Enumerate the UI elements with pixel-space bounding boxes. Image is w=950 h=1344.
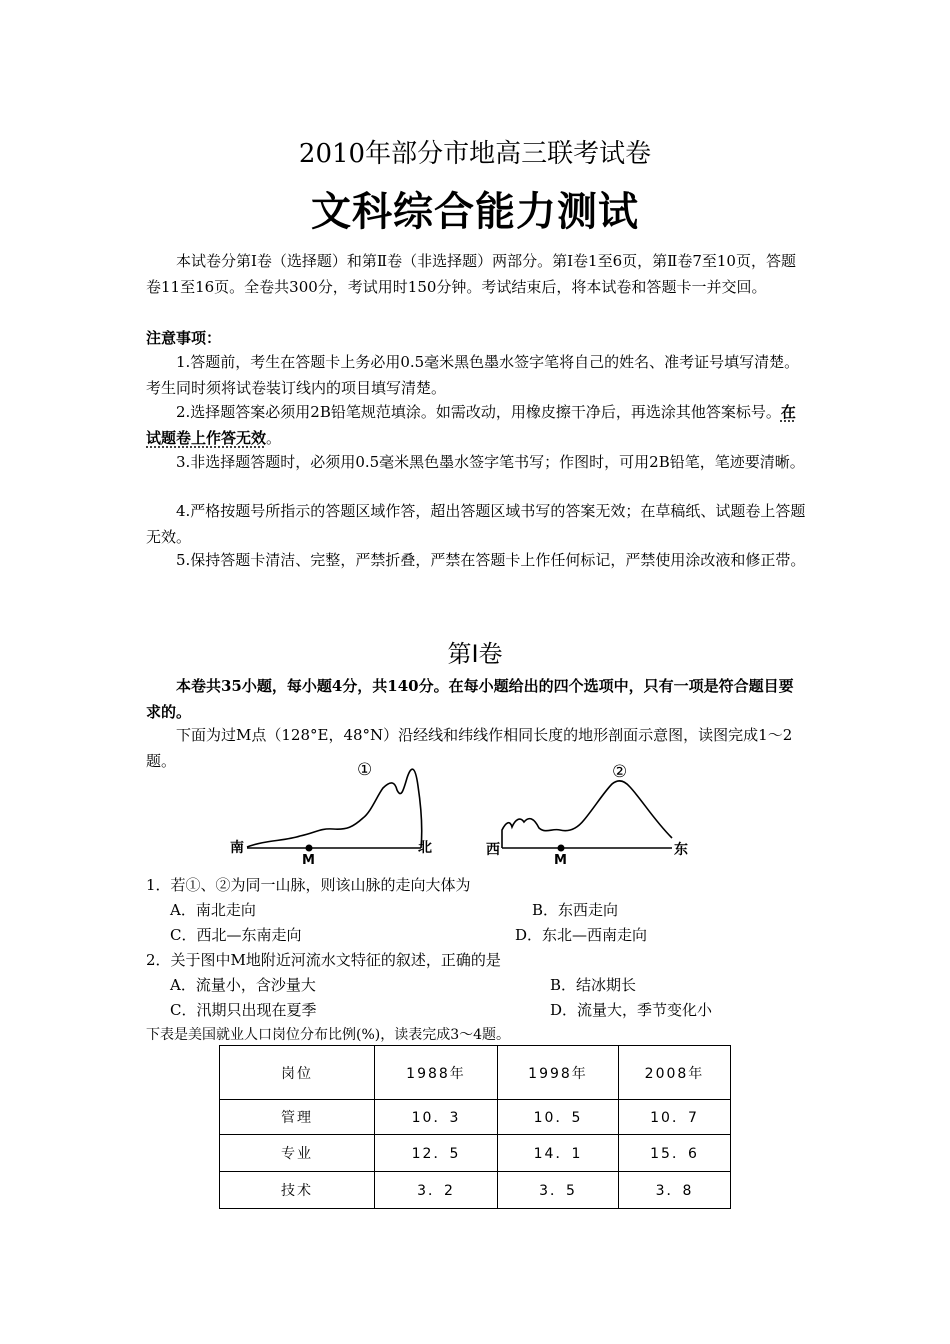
table-row	[220, 1100, 731, 1135]
question-1-stem: 1．若①、②为同一山脉，则该山脉的走向大体为	[146, 876, 471, 894]
table-cell: 12．5	[375, 1135, 498, 1172]
table-cell: 10．7	[619, 1100, 731, 1135]
question-1-option-b: B．东西走向	[532, 901, 619, 919]
table-cell: 专业	[220, 1135, 375, 1172]
table-cell: 技术	[220, 1172, 375, 1209]
notice-item-2-text: 2.选择题答案必须用2B铅笔规范填涂。如需改动，用橡皮擦干净后，再选涂其他答案标号。	[176, 403, 781, 421]
table-cell: 10．3	[375, 1100, 498, 1135]
notice-item-2-end: 。	[266, 428, 282, 447]
question-1-option-a: A．南北走向	[170, 901, 256, 919]
point-m-label: M	[554, 853, 567, 868]
table-cell: 14．1	[498, 1135, 619, 1172]
table-header-cell: 1988年	[375, 1046, 498, 1100]
table-cell: 10．5	[498, 1100, 619, 1135]
table-row	[220, 1135, 731, 1172]
notice-item-3: 3.非选择题答题时，必须用0.5毫米黑色墨水签字笔书写；作图时，可用2B铅笔，笔迹要清晰。	[176, 453, 805, 471]
peak-label-2: ②	[612, 762, 628, 782]
table-cell: 管理	[220, 1100, 375, 1135]
section-instructions: 本卷共35小题，每小题4分，共140分。在每小题给出的四个选项中，只有一项是符合题目要求的。	[146, 677, 794, 721]
question-2-stem: 2．关于图中M地附近河流水文特征的叙述，正确的是	[146, 951, 501, 969]
employment-table	[219, 1045, 731, 1209]
notice-item-4: 4.严格按题号所指示的答题区域作答，超出答题区域书写的答案无效；在草稿纸、试题卷上答题无效。	[146, 502, 806, 546]
exam-title: 文科综合能力测试	[311, 189, 639, 235]
north-label: 北	[418, 840, 432, 856]
south-label: 南	[230, 840, 244, 856]
terrain-profile-line	[247, 769, 422, 848]
west-label: 西	[486, 842, 500, 858]
table-cell: 3．8	[619, 1172, 731, 1209]
notice-item-2-emphasis: 在试题卷上作答无效	[146, 403, 796, 447]
notice-heading: 注意事项：	[146, 329, 222, 347]
table-cell: 15．6	[619, 1135, 731, 1172]
question-2-option-a: A．流量小，含沙量大	[170, 976, 316, 994]
profile-north-south-figure	[225, 756, 440, 868]
notice-item-1: 1.答题前，考生在答题卡上务必用0.5毫米黑色墨水签字笔将自己的姓名、准考证号填写清楚。考生同时须将试卷装订线内的项目填写清楚。	[146, 353, 800, 397]
question-1-option-d: D．东北—西南走向	[515, 926, 648, 944]
point-m-label: M	[302, 853, 315, 868]
question-2-option-d: D．流量大，季节变化小	[550, 1001, 713, 1019]
point-m-marker	[558, 845, 565, 852]
intro-paragraph: 本试卷分第Ⅰ卷（选择题）和第Ⅱ卷（非选择题）两部分。第Ⅰ卷1至6页，第Ⅱ卷7至10页，答题卷11至16页。全卷共300分，考试用时150分钟。考试结束后，将本试卷和答题卡一并交回。	[146, 252, 796, 296]
figure-intro: 下面为过M点（128°E，48°N）沿经线和纬线作相同长度的地形剖面示意图，读图完成1～2题。	[146, 726, 793, 770]
table-cell: 3．2	[375, 1172, 498, 1209]
table-row	[220, 1172, 731, 1209]
table-intro: 下表是美国就业人口岗位分布比例(%)，读表完成3～4题。	[146, 1027, 511, 1043]
table-header-cell: 岗位	[220, 1046, 375, 1100]
question-2-option-b: B．结冰期长	[550, 976, 637, 994]
table-header-cell: 2008年	[619, 1046, 731, 1100]
table-header-row	[220, 1046, 731, 1100]
section-title: 第Ⅰ卷	[447, 640, 503, 668]
profile-west-east-figure	[482, 762, 697, 868]
peak-label-1: ①	[357, 760, 373, 780]
notice-item-5: 5.保持答题卡清洁、完整，严禁折叠，严禁在答题卡上作任何标记，严禁使用涂改液和修正带。	[176, 551, 806, 569]
point-m-marker	[306, 845, 313, 852]
exam-subtitle: 2010年部分市地高三联考试卷	[298, 139, 652, 169]
table-header-cell: 1998年	[498, 1046, 619, 1100]
question-1-option-c: C．西北—东南走向	[170, 926, 302, 944]
notice-item-2	[146, 400, 808, 451]
east-label: 东	[674, 842, 688, 858]
table-cell: 3．5	[498, 1172, 619, 1209]
question-2-option-c: C．汛期只出现在夏季	[170, 1001, 317, 1019]
terrain-profile-line	[502, 781, 672, 848]
